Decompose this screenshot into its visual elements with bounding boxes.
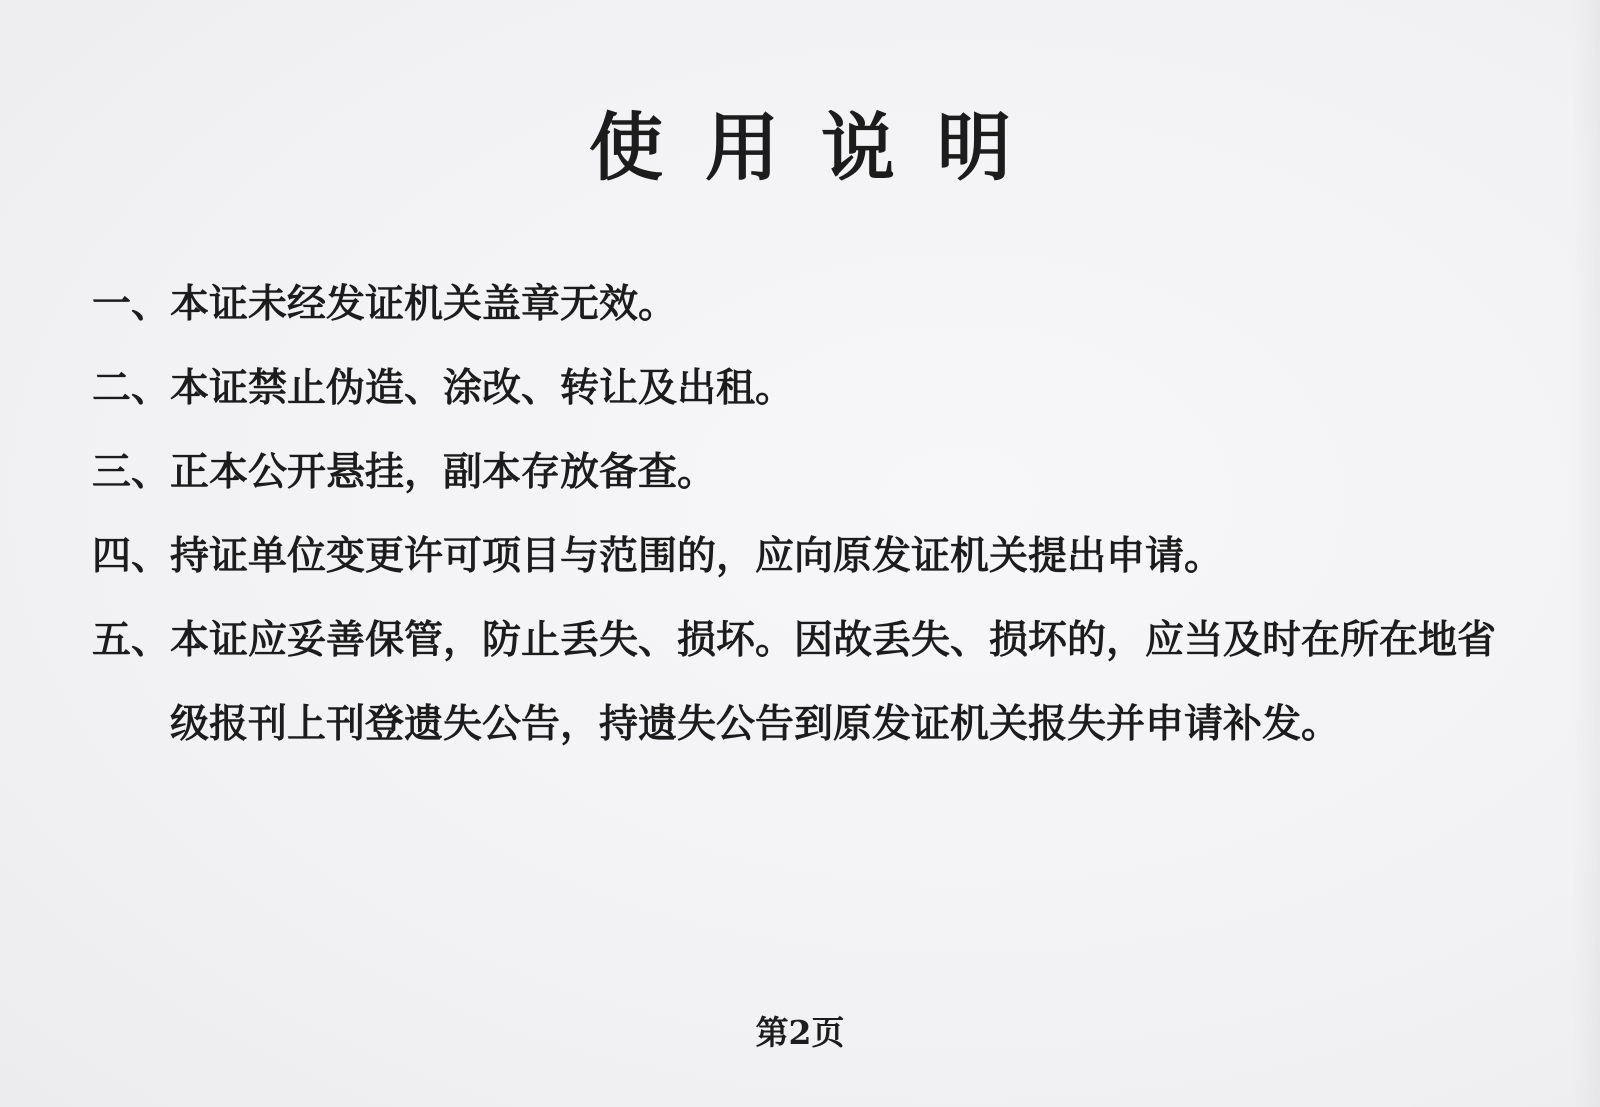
list-item: [92, 514, 1532, 598]
list-item: [92, 430, 1532, 514]
list-item: [92, 262, 1532, 346]
item-text: 本证禁止伪造、涂改、转让及出租。: [170, 365, 795, 411]
list-item: [92, 346, 1532, 430]
page-title: 使用说明: [589, 105, 1053, 191]
item-number: 三、: [92, 449, 171, 495]
item-text-continuation: 级报刊上刊登遗失公告，持遗失公告到原发证机关报失并申请补发。: [170, 701, 1341, 747]
item-text: 持证单位变更许可项目与范围的，应向原发证机关提出申请。: [170, 533, 1224, 579]
list-item: [92, 598, 1532, 766]
item-number: 二、: [92, 365, 171, 411]
instructions-list: [92, 262, 1532, 766]
item-number: 五、: [92, 617, 171, 663]
item-number: 四、: [92, 533, 171, 579]
page-number: 第2页: [755, 1013, 845, 1052]
item-text: 正本公开悬挂，副本存放备查。: [170, 449, 717, 495]
item-number: 一、: [92, 281, 171, 327]
item-text: 本证应妥善保管，防止丢失、损坏。因故丢失、损坏的，应当及时在所在地省: [170, 617, 1497, 663]
item-text: 本证未经发证机关盖章无效。: [170, 281, 678, 327]
